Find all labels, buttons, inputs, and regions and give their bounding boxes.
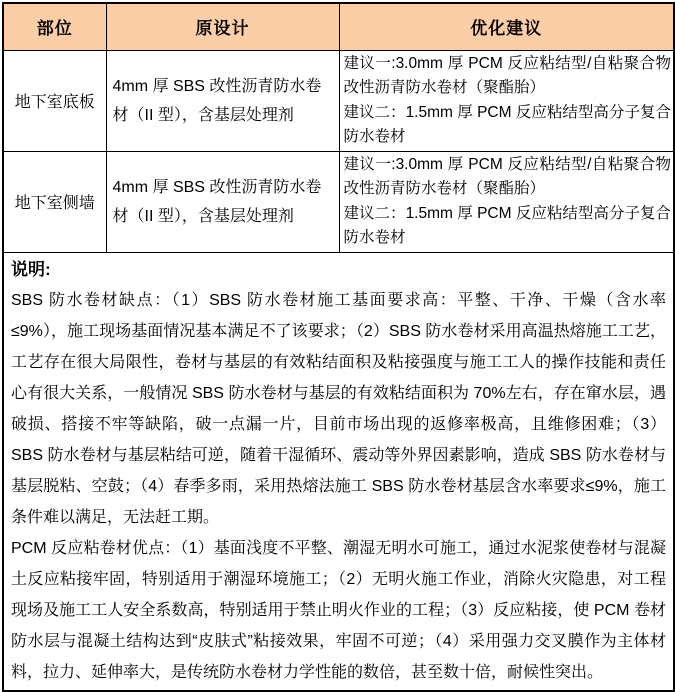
suggestion-two: 建议二：1.5mm 厚 PCM 反应粘结型高分子复合防水卷材 [343,204,671,246]
cell-original-design: 4mm 厚 SBS 改性沥青防水卷材（II 型），含基层处理剂 [106,50,339,151]
column-header-original-design: 原设计 [106,3,339,50]
note-paragraph-pcm-advantages: PCM 反应粘卷材优点：（1）基面浅度不平整、潮湿无明水可施工，通过水泥浆使卷材与混凝土反应粘接牢固，特别适用于潮湿环境施工；（2）无明火施工作业，消除火灾隐患，对工程现场及施工工人安全系数高，特别适用于禁止明火作业的工程；（3）反应粘接，使 PCM 卷材防水层与混凝土结构达到“皮肤式”粘接效果，牢固不可逆；（4）采用强力交叉膜作为主体材料，拉力、延伸率大，是传统防水卷材力学性能的数倍，甚至数十倍，耐候性突出。 [11,539,666,681]
optimization-table [2,2,675,692]
table-header-row [3,3,674,50]
suggestion-two: 建议二：1.5mm 厚 PCM 反应粘结型高分子复合防水卷材 [343,103,671,145]
cell-original-design: 4mm 厚 SBS 改性沥青防水卷材（II 型），含基层处理剂 [106,151,339,252]
suggestion-one: 建议一:3.0mm 厚 PCM 反应粘结型/自粘聚合物改性沥青防水卷材（聚酯胎） [343,54,671,96]
cell-part-basement-side-wall: 地下室侧墙 [3,151,106,252]
table-row-notes [3,252,674,691]
cell-suggestions [339,50,674,151]
suggestion-one: 建议一:3.0mm 厚 PCM 反应粘结型/自粘聚合物改性沥青防水卷材（聚酯胎） [343,155,671,197]
cell-part-basement-floor: 地下室底板 [3,50,106,151]
table-row-basement-floor [3,50,674,151]
column-header-optimization-suggestion: 优化建议 [339,3,674,50]
notes-cell [3,252,674,691]
note-paragraph-sbs-disadvantages: SBS 防水卷材缺点：（1）SBS 防水卷材施工基面要求高：平整、干净、干燥（含水率≤9%），施工现场基面情况基本满足不了该要求；（2）SBS 防水卷材采用高温热熔施工工艺，工艺存在很大局限性，卷材与基层的有效粘结面积及粘接强度与施工工人的操作技能和责任心有很大关系，一般情况 SBS 防水卷材与基层的有效粘结面积为 70%左右，存在窜水层，遇破损、搭接不牢等缺陷，破一点漏一片，目前市场出现的返修率极高，且维修困难；（3）SBS 防水卷材与基层粘结可逆，随着干湿循环、震动等外界因素影响，造成 SBS 防水卷材与基层脱粘、空鼓；（4）春季多雨，采用热熔法施工 SBS 防水卷材基层含水率要求≤9%，施工条件难以满足，无法赶工期。 [11,291,666,526]
table-row-basement-side-wall [3,151,674,252]
waterproofing-optimization-document [0,2,675,687]
column-header-part: 部位 [3,3,106,50]
notes-label: 说明: [11,259,51,279]
cell-suggestions [339,151,674,252]
